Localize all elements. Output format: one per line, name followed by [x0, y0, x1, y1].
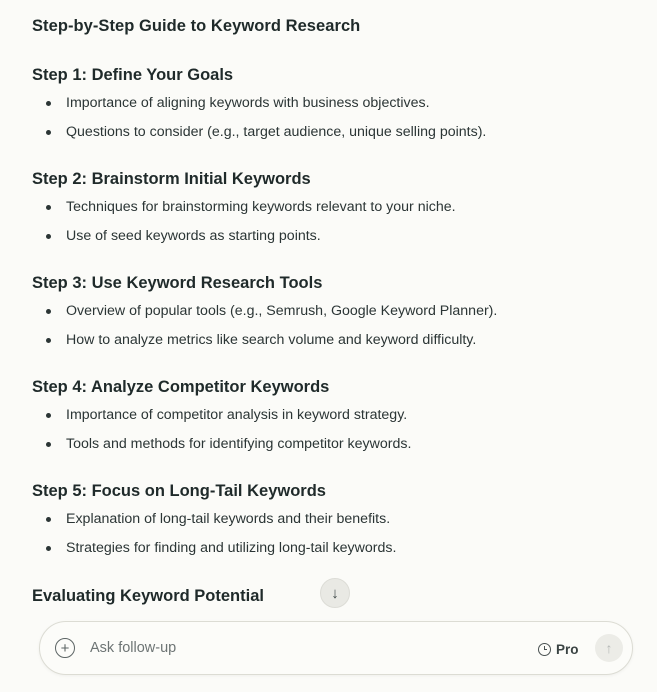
list-item-text: Overview of popular tools (e.g., Semrush, Google Keyword Planner). — [66, 303, 498, 319]
list-item-text: Importance of aligning keywords with business objectives. — [66, 95, 430, 111]
bullet-dot — [46, 205, 51, 210]
section-title: Evaluating Keyword Potential — [32, 587, 264, 605]
list-item-text: Tools and methods for identifying competitor keywords. — [66, 436, 412, 452]
step-section — [32, 480, 632, 567]
bullet-list — [32, 509, 632, 567]
step-title: Step 2: Brainstorm Initial Keywords — [32, 170, 311, 188]
list-item-text: How to analyze metrics like search volume and keyword difficulty. — [66, 332, 477, 348]
step-title: Step 3: Use Keyword Research Tools — [32, 274, 323, 292]
clock-icon — [538, 643, 551, 656]
bullet-dot — [46, 309, 51, 314]
bullet-dot — [46, 234, 51, 239]
submit-button[interactable] — [595, 634, 623, 662]
step-section — [32, 64, 632, 151]
followup-input[interactable] — [90, 636, 510, 660]
step-title: Step 4: Analyze Competitor Keywords — [32, 378, 330, 396]
bullet-dot — [46, 130, 51, 135]
list-item-text: Strategies for finding and utilizing long-tail keywords. — [66, 540, 397, 556]
list-item — [32, 93, 632, 122]
list-item — [32, 330, 632, 359]
list-item — [32, 226, 632, 255]
pro-label: Pro — [556, 641, 579, 657]
step-section — [32, 168, 632, 255]
bullet-dot — [46, 413, 51, 418]
list-item — [32, 509, 632, 538]
bullet-dot — [46, 101, 51, 106]
bullet-dot — [46, 546, 51, 551]
list-item-text: Questions to consider (e.g., target audience, unique selling points). — [66, 124, 487, 140]
arrow-down-icon: ↓ — [331, 584, 339, 602]
list-item — [32, 434, 632, 463]
pro-toggle[interactable] — [538, 639, 579, 659]
page-title: Step-by-Step Guide to Keyword Research — [32, 17, 361, 35]
bullet-list — [32, 197, 632, 255]
bullet-list — [32, 301, 632, 359]
list-item — [32, 197, 632, 226]
list-item-text: Use of seed keywords as starting points. — [66, 228, 321, 244]
step-title: Step 5: Focus on Long-Tail Keywords — [32, 482, 326, 500]
bullet-list — [32, 93, 632, 151]
step-section — [32, 272, 632, 359]
list-item — [32, 538, 632, 567]
list-item-text: Techniques for brainstorming keywords relevant to your niche. — [66, 199, 456, 215]
followup-bar — [39, 621, 633, 675]
step-section — [32, 376, 632, 463]
list-item — [32, 122, 632, 151]
arrow-up-icon: ↑ — [605, 640, 613, 656]
list-item-text: Importance of competitor analysis in keyword strategy. — [66, 407, 408, 423]
scroll-down-button[interactable] — [320, 578, 350, 608]
plus-circle-icon[interactable]: + — [55, 638, 75, 658]
bullet-list — [32, 405, 632, 463]
bullet-dot — [46, 442, 51, 447]
list-item — [32, 301, 632, 330]
list-item-text: Explanation of long-tail keywords and their benefits. — [66, 511, 391, 527]
bullet-dot — [46, 517, 51, 522]
step-title: Step 1: Define Your Goals — [32, 66, 234, 84]
bullet-dot — [46, 338, 51, 343]
list-item — [32, 405, 632, 434]
